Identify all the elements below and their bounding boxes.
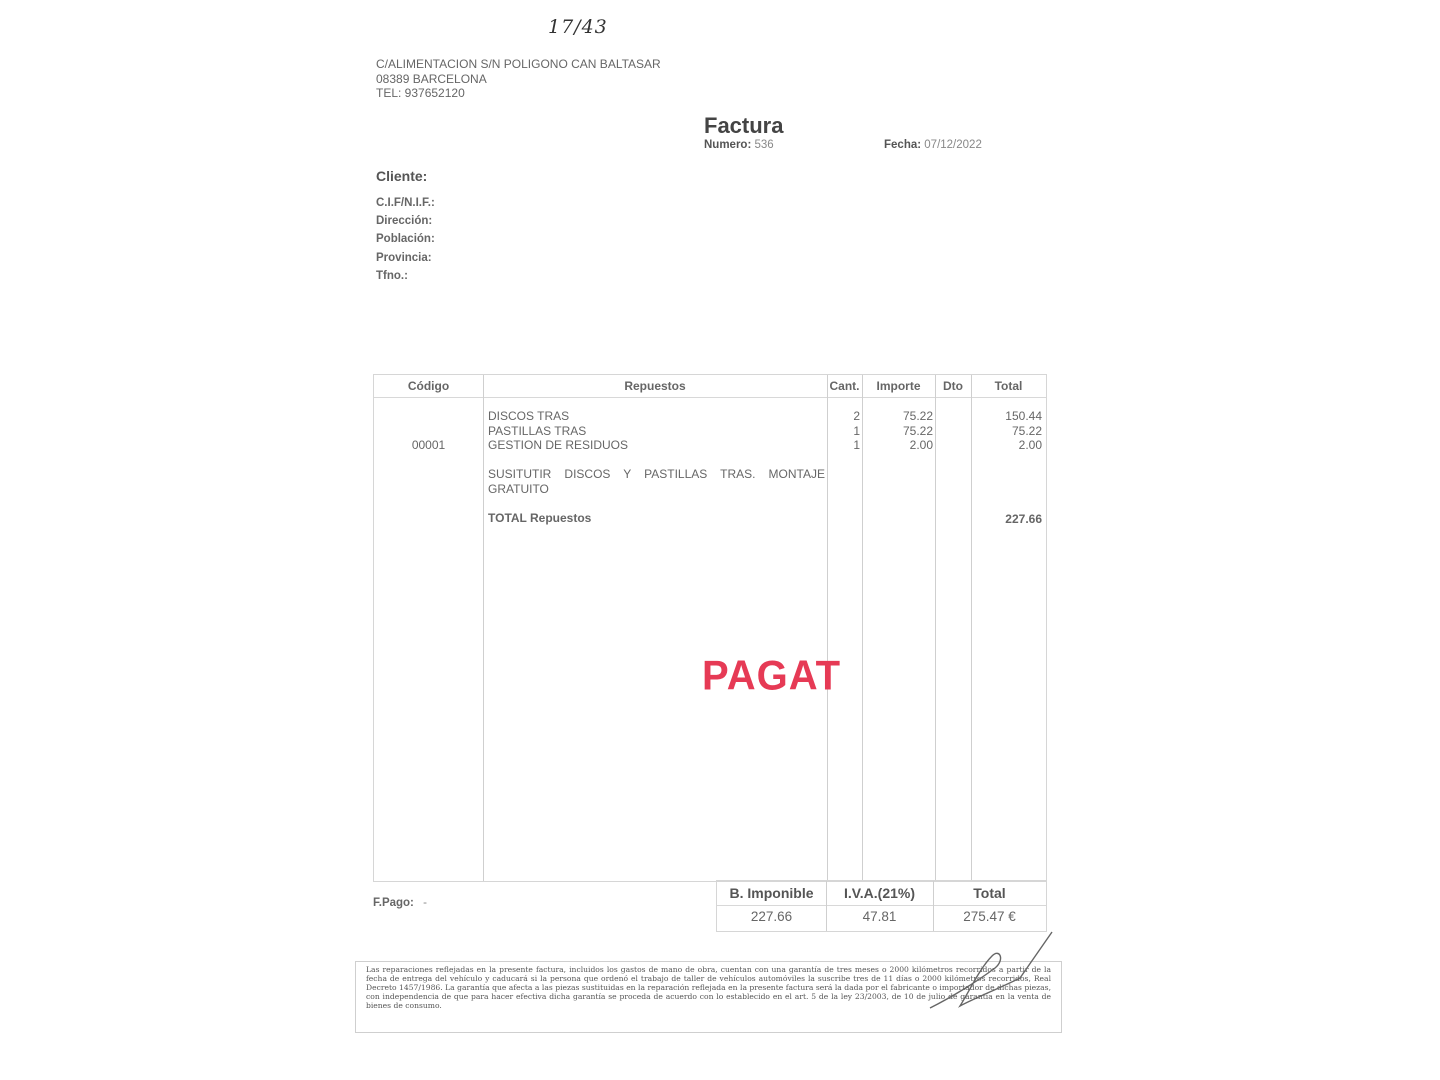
item-total: 75.22: [1011, 423, 1042, 438]
legal-text: Las reparaciones reflejadas en la presente factura, incluidos los gastos de mano de obra, cuentan con una garantía de tres meses o 2000 kilómetros recorridos a partir de la fecha de entrega del vehículo y caducará si la persona que ordenó el trabajo de taller de vehículos automóviles la suscribe tres de 11 días o 2000 kilómetros recorridos, Real Decreto 1457/1986. La garantía que afecta a las piezas sustituidas en la reparación reflejada en la presente factura será la dada por el fabricante o importador de dichas piezas, con independencia de que para hacer efectiva dicha garantía se proceda de acuerdo con lo establecido en el art. 5 de la ley 23/2003, de 10 de julio de garantía en la venta de bienes de consumo.: [366, 965, 1051, 1010]
client-fields: [376, 194, 435, 285]
invoice-number: [704, 139, 774, 151]
header-cant: Cant.: [829, 379, 860, 393]
client-field-cif: C.I.F/N.I.F.:: [376, 197, 435, 209]
document-title: Factura: [704, 113, 784, 138]
item-total: 150.44: [1005, 409, 1042, 423]
totals-divider: [717, 905, 1046, 906]
header-importe: Importe: [876, 379, 921, 393]
base-label: B. Imponible: [729, 885, 814, 901]
signature: [920, 928, 1060, 1018]
header-repuestos: Repuestos: [624, 379, 686, 393]
item-qty: 1: [853, 438, 860, 453]
payment-label: F.Pago:: [373, 897, 414, 909]
item-note-line1: SUSITUTIR DISCOS Y PASTILLAS TRAS. MONTAJE: [488, 467, 825, 481]
grand-total-value: 275.47 €: [963, 909, 1016, 924]
table-header-divider: [374, 397, 1046, 398]
item-qty: 1: [853, 423, 860, 438]
payment-value: -: [423, 897, 427, 909]
grand-total-label: Total: [973, 885, 1006, 901]
client-field-phone: Tfno.:: [376, 269, 408, 282]
item-price: 2.00: [909, 438, 933, 453]
header-codigo: Código: [407, 379, 450, 393]
client-field-town: Población:: [376, 233, 435, 246]
total-repuestos-label: TOTAL Repuestos: [488, 511, 592, 525]
item-code: 00001: [411, 438, 446, 452]
client-field-address: Dirección:: [376, 215, 433, 228]
issuer-city: 08389 BARCELONA: [376, 71, 487, 86]
base-value: 227.66: [750, 909, 793, 924]
invoice-date-value: 07/12/2022: [924, 139, 982, 151]
paid-stamp: PAGAT: [702, 652, 842, 700]
invoice-date: [884, 139, 982, 151]
items-table: [373, 374, 1047, 882]
item-qty: 2: [853, 409, 860, 423]
item-price: 75.22: [902, 423, 933, 438]
item-desc: PASTILLAS TRAS: [488, 423, 587, 438]
header-dto: Dto: [943, 379, 963, 393]
item-desc: DISCOS TRAS: [488, 409, 570, 423]
item-note-line2: GRATUITO: [488, 481, 549, 496]
item-desc: GESTION DE RESIDUOS: [488, 438, 629, 453]
issuer-address: C/ALIMENTACION S/N POLIGONO CAN BALTASAR: [376, 57, 661, 71]
handwritten-note: 17/43: [548, 16, 608, 38]
header-total: Total: [994, 379, 1023, 393]
total-repuestos-value: 227.66: [1005, 512, 1042, 526]
issuer-phone: TEL: 937652120: [376, 86, 465, 100]
invoice-number-label: Numero:: [704, 139, 752, 151]
column-divider: [935, 375, 936, 881]
invoice-number-value: 536: [754, 139, 774, 151]
payment-method: [373, 897, 427, 909]
client-title: Cliente:: [376, 168, 428, 184]
item-price: 75.22: [902, 409, 933, 423]
client-field-province: Provincia:: [376, 251, 432, 264]
totals-table: [716, 880, 1047, 932]
column-divider: [483, 375, 484, 881]
iva-label: I.V.A.(21%): [843, 885, 916, 901]
iva-value: 47.81: [862, 909, 897, 924]
item-total: 2.00: [1018, 438, 1042, 453]
issuer-block: [376, 57, 661, 101]
invoice-date-label: Fecha:: [884, 139, 922, 151]
